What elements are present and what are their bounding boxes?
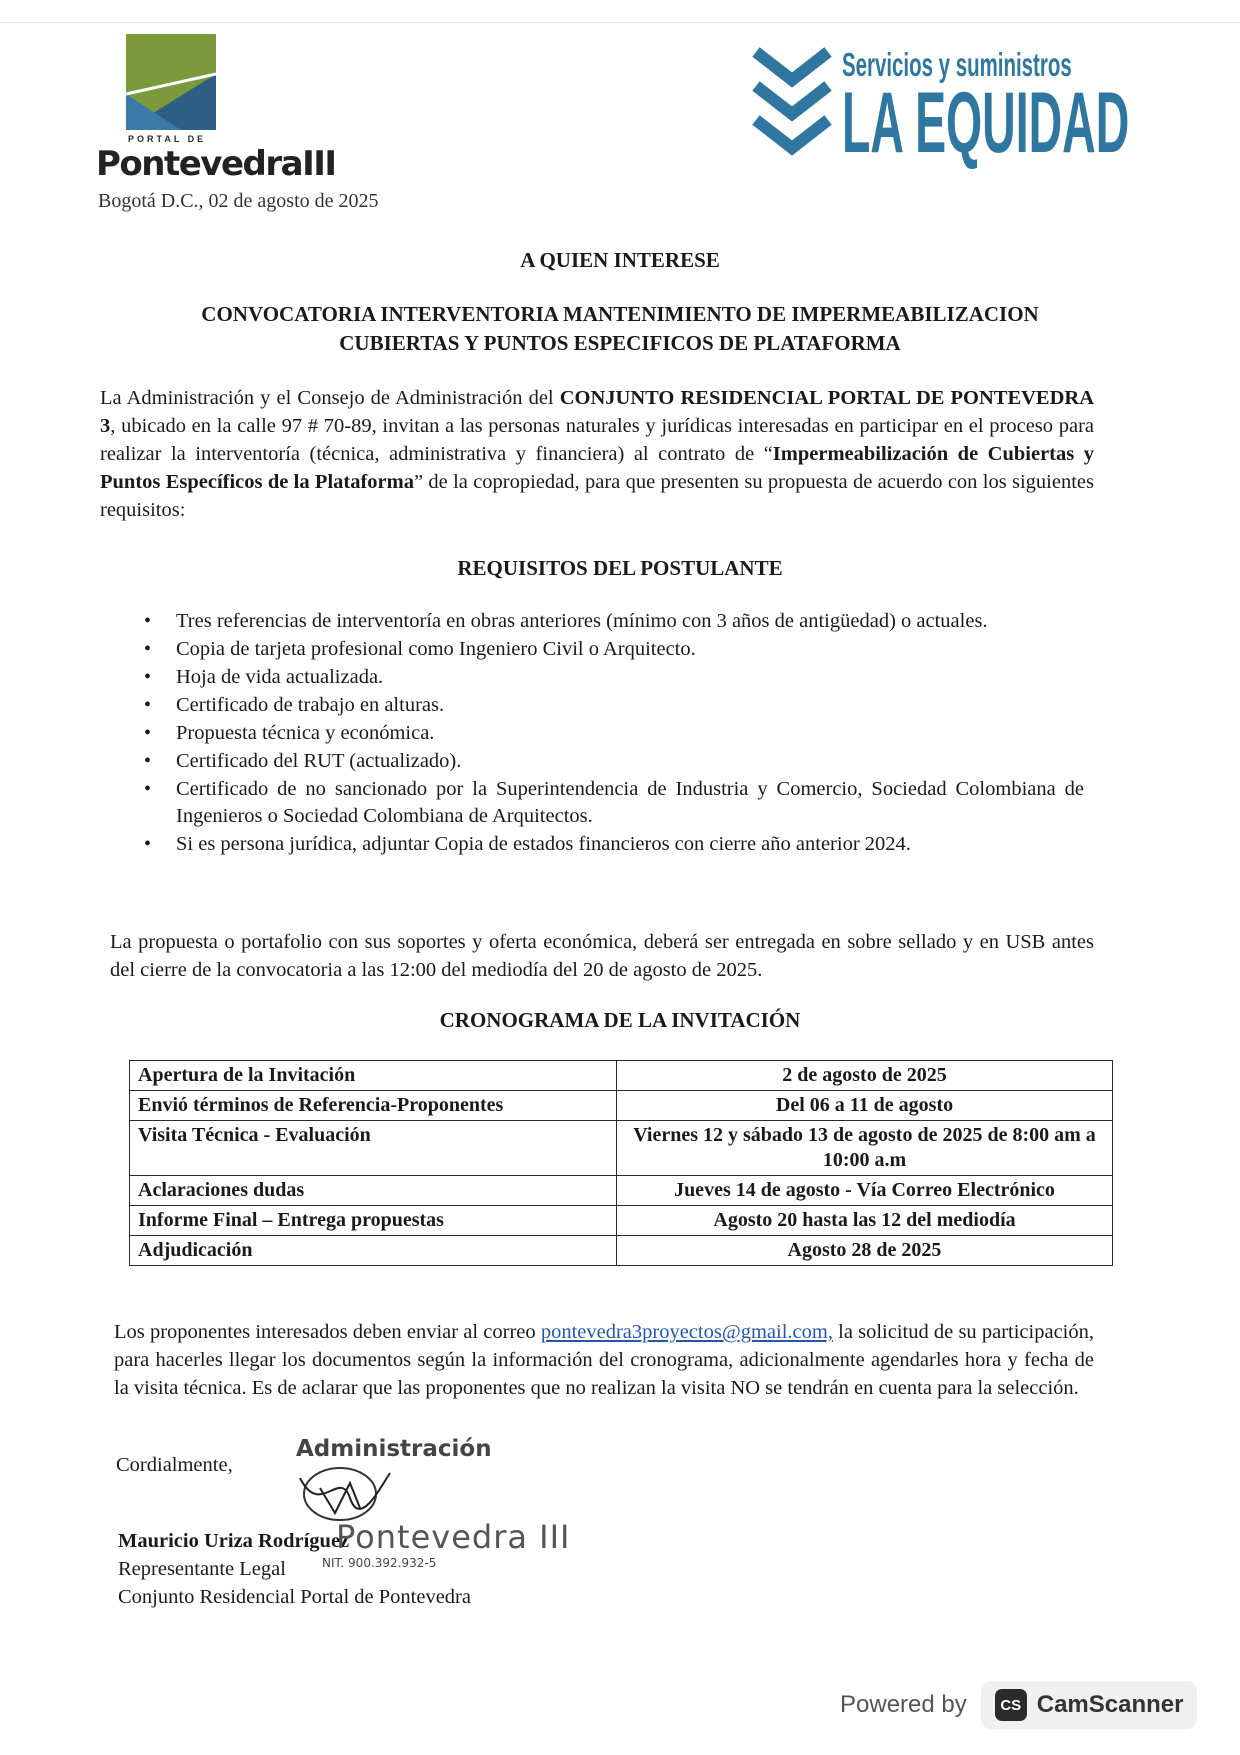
logo-left-name: PontevedraIII	[96, 144, 336, 184]
requirement-text: Certificado de no sancionado por la Superintendencia de Industria y Comercio, Sociedad Colombiana de Ingenieros o Sociedad Colombiana de Arquitectos.	[176, 778, 1084, 827]
camscanner-brand: CamScanner	[1036, 1691, 1184, 1718]
list-item	[134, 720, 1084, 747]
title-line-1: CONVOCATORIA INTERVENTORIA MANTENIMIENTO DE IMPERMEABILIZACION	[201, 302, 1039, 326]
signer-organization: Conjunto Residencial Portal de Pontevedra	[118, 1586, 471, 1608]
addressee-heading: A QUIEN INTERESE	[520, 248, 720, 272]
list-item	[134, 636, 1084, 663]
bullet-icon: •	[144, 694, 152, 716]
intro-text-3: ” de la copropiedad, para que presenten su propuesta de acuerdo con los siguientes requisitos:	[100, 471, 1094, 521]
salutation: Cordialmente,	[116, 1454, 233, 1476]
intro-bold-1: CONJUNTO RESIDENCIAL PORTAL DE PONTEVEDRA 3	[100, 387, 1095, 437]
bullet-icon: •	[144, 722, 152, 744]
camscanner-icon: CS	[995, 1689, 1027, 1721]
bullet-icon: •	[144, 638, 152, 660]
stamp-name: Pontevedra III	[336, 1518, 571, 1556]
list-item	[134, 776, 1084, 830]
logo-left-small-text: PORTAL DE	[128, 134, 207, 144]
schedule-date: Agosto 20 hasta las 12 del mediodía	[617, 1206, 1113, 1236]
list-item	[134, 692, 1084, 719]
requirement-text: Tres referencias de interventoría en obras anteriores (mínimo con 3 años de antigüedad) o actuales.	[176, 610, 988, 632]
requirements-heading: REQUISITOS DEL POSTULANTE	[457, 556, 783, 580]
requirement-text: Propuesta técnica y económica.	[176, 722, 435, 744]
bullet-icon: •	[144, 750, 152, 772]
signer-role: Representante Legal	[118, 1558, 286, 1580]
intro-paragraph	[100, 384, 1094, 524]
bullet-icon: •	[144, 610, 152, 632]
requirement-text: Certificado del RUT (actualizado).	[176, 750, 462, 772]
list-item	[134, 748, 1084, 775]
requirements-list	[134, 608, 1084, 859]
schedule-activity: Informe Final – Entrega propuestas	[130, 1206, 617, 1236]
stamp-title: Administración	[296, 1436, 492, 1462]
table-row	[130, 1176, 1113, 1206]
table-row	[130, 1121, 1113, 1176]
intro-bold-2: Impermeabilización de Cubiertas y Puntos Específicos de la Plataforma	[100, 443, 1095, 493]
closing-text-1: Los proponentes interesados deben enviar al correo	[114, 1321, 541, 1343]
table-row	[130, 1206, 1113, 1236]
schedule-date: Viernes 12 y sábado 13 de agosto de 2025 de 8:00 am a 10:00 a.m	[617, 1121, 1113, 1176]
schedule-activity: Visita Técnica - Evaluación	[130, 1121, 617, 1176]
schedule-table	[129, 1060, 1113, 1266]
schedule-date: 2 de agosto de 2025	[617, 1061, 1113, 1091]
schedule-activity: Envió términos de Referencia-Proponentes	[130, 1091, 617, 1121]
chevron-logo-icon	[748, 44, 838, 164]
closing-text-2: la solicitud de su participación, para hacerles llegar los documentos según la información del cronograma, adicionalmente agendarles hora y fecha de la visita técnica. Es de aclarar que las proponentes que no realizan la visita NO se tendrán en cuenta para la selección.	[114, 1321, 1094, 1399]
list-item	[134, 664, 1084, 691]
list-item	[134, 831, 1084, 858]
la-equidad-logo	[748, 36, 1130, 176]
intro-text-1: La Administración y el Consejo de Administración del	[100, 387, 560, 409]
schedule-heading: CRONOGRAMA DE LA INVITACIÓN	[439, 1008, 801, 1032]
requirement-text: Certificado de trabajo en alturas.	[176, 694, 445, 716]
title-line-2: CUBIERTAS Y PUNTOS ESPECIFICOS DE PLATAFORMA	[339, 331, 901, 355]
logo-right-tagline: Servicios y suministros	[842, 46, 1072, 83]
schedule-activity: Apertura de la Invitación	[130, 1061, 617, 1091]
schedule-date: Del 06 a 11 de agosto	[617, 1091, 1113, 1121]
stamp-nit: NIT. 900.392.932-5	[322, 1556, 437, 1570]
bullet-icon: •	[144, 666, 152, 688]
pontevedra-emblem-icon	[126, 34, 216, 130]
email-link[interactable]: pontevedra3proyectos@gmail.com,	[540, 1321, 833, 1343]
requirement-text: Copia de tarjeta profesional como Ingeniero Civil o Arquitecto.	[176, 638, 696, 660]
powered-by-text: Powered by	[840, 1691, 967, 1718]
bullet-icon: •	[144, 833, 152, 855]
list-item	[134, 608, 1084, 635]
schedule-date: Agosto 28 de 2025	[617, 1236, 1113, 1266]
intro-text-2: , ubicado en la calle 97 # 70-89, invitan a las personas naturales y jurídicas interesadas en participar en el proceso para realizar la interventoría (técnica, administrativa y financiera) al contrato de “	[100, 415, 1094, 465]
requirement-text: Si es persona jurídica, adjuntar Copia de estados financieros con cierre año anterior 2024.	[176, 833, 911, 855]
logo-right-name: LA EQUIDAD	[842, 75, 1130, 171]
schedule-activity: Aclaraciones dudas	[130, 1176, 617, 1206]
table-row	[130, 1236, 1113, 1266]
camscanner-watermark	[840, 1680, 1197, 1730]
requirement-text: Hoja de vida actualizada.	[176, 666, 384, 688]
document-date: Bogotá D.C., 02 de agosto de 2025	[98, 190, 379, 212]
pontevedra-logo	[96, 30, 336, 190]
camscanner-badge	[981, 1681, 1198, 1729]
table-row	[130, 1061, 1113, 1091]
proposal-paragraph: La propuesta o portafolio con sus soportes y oferta económica, deberá ser entregada en sobre sellado y en USB antes del cierre de la convocatoria a las 12:00 del mediodía del 20 de agosto de 2025.	[110, 931, 1094, 981]
schedule-date: Jueves 14 de agosto - Vía Correo Electrónico	[617, 1176, 1113, 1206]
schedule-activity: Adjudicación	[130, 1236, 617, 1266]
document-title	[0, 300, 1240, 358]
table-row	[130, 1091, 1113, 1121]
signer-name: Mauricio Uriza Rodríguez	[118, 1530, 350, 1552]
bullet-icon: •	[144, 778, 152, 800]
closing-paragraph	[114, 1318, 1094, 1402]
